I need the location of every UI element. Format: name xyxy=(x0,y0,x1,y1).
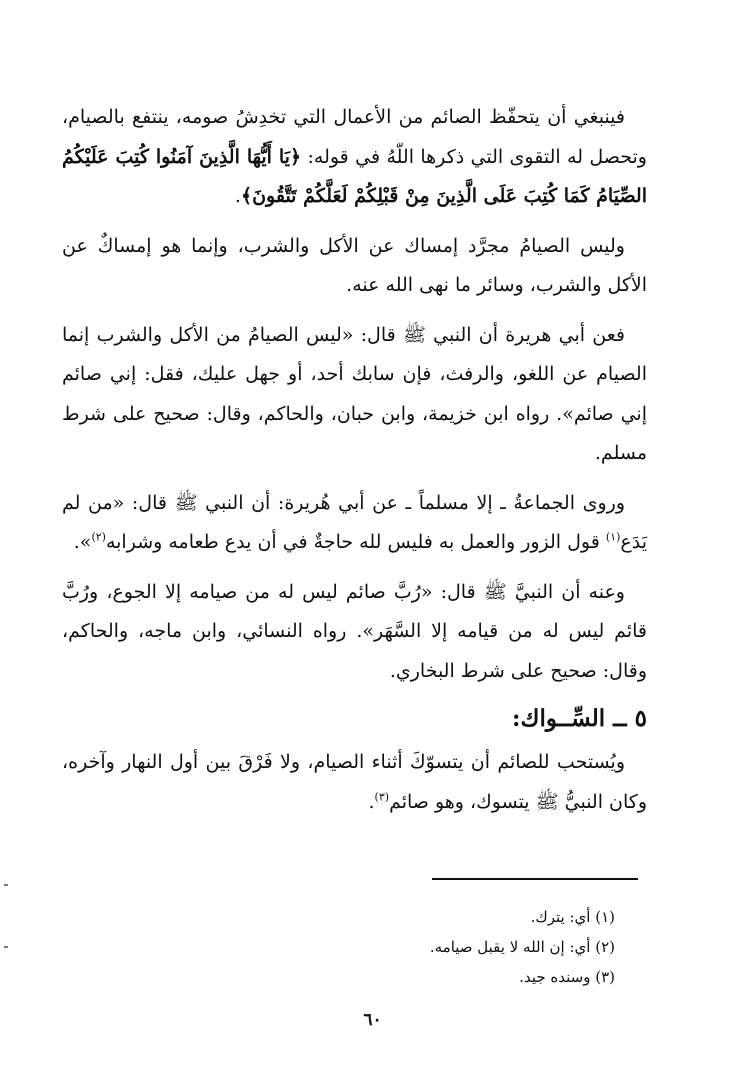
footnote-ref-1: (١) xyxy=(605,530,621,544)
paragraph-1 xyxy=(62,98,647,217)
paragraph-4-part-a: وروى الجماعةُ ـ إلا مسلماً ـ عن أبي هُريرة: أن النبي ﷺ قال: «من لم يَدَع xyxy=(62,491,647,553)
page-number: ٦٠ xyxy=(363,1010,382,1030)
quran-verse: ﴿يَا أَيُّهَا الَّذِينَ آمَنُوا كُتِبَ عَلَيْكُمُ الصِّيَامُ كَمَا كُتِبَ عَلَى الَّذِينَ مِنْ قَبْلِكُمْ لَعَلَّكُمْ تَتَّقُونَ﴾ xyxy=(62,145,647,207)
scan-mark xyxy=(4,946,8,948)
main-text xyxy=(62,98,647,822)
section-heading: ٥ ــ السِّــواك: xyxy=(512,705,647,732)
footnote-1: (١) أي: يترك. xyxy=(530,908,615,926)
paragraph-6 xyxy=(62,743,647,822)
footnote-3: (٣) وسنده جيد. xyxy=(519,968,615,986)
paragraph-4 xyxy=(62,484,647,563)
paragraph-6-end: . xyxy=(368,790,375,813)
paragraph-1-end: . xyxy=(234,185,241,207)
footnotes xyxy=(430,902,615,992)
paragraph-1-text: فينبغي أن يتحفّظ الصائم من الأعمال التي تخدِشُ صومه، ينتفع بالصيام، وتحصل له التقوى التي ذكرها اللّهُ في قوله: xyxy=(62,106,647,168)
paragraph-5: وعنه أن النبيَّ ﷺ قال: «رُبَّ صائم ليس له من صيامه إلا الجوع، ورُبَّ قائم ليس له من قيامه إلا السَّهَر». رواه النسائي، وابن ماجه، والحاكم، وقال: صحيح على شرط البخاري. xyxy=(62,580,647,682)
paragraph-4-part-c: ». xyxy=(73,531,92,553)
scan-mark xyxy=(4,884,8,886)
footnote-2: (٢) أي: إن الله لا يقبل صيامه. xyxy=(429,938,615,956)
paragraph-3: فعن أبي هريرة أن النبي ﷺ قال: «ليس الصيامُ من الأكل والشرب إنما الصيام عن اللغو، والرفث، فإن سابك أحد، أو جهل عليك، فقل: إني صائم إني صائم». رواه ابن خزيمة، وابن حبان، والحاكم، وقال: صحيح على شرط مسلم. xyxy=(62,323,647,464)
footnote-ref-3: (٣) xyxy=(374,790,390,804)
paragraph-4-part-b: قول الزور والعمل به فليس لله حاجةٌ في أن يدع طعامه وشرابه xyxy=(105,531,606,553)
paragraph-2: وليس الصيامُ مجرَّد إمساك عن الأكل والشرب، وإنما هو إمساكٌ عن الأكل والشرب، وسائر ما نهى الله عنه. xyxy=(62,234,647,296)
paragraph-6-text: ويُستحب للصائم أن يتسوّكَ أثناء الصيام، ولا فَرْقَ بين أول النهار وآخره، وكان النبيُّ ﷺ يتسوك، وهو صائم xyxy=(62,751,647,813)
footnote-ref-2: (٢) xyxy=(91,530,106,544)
footnote-separator xyxy=(432,878,638,880)
